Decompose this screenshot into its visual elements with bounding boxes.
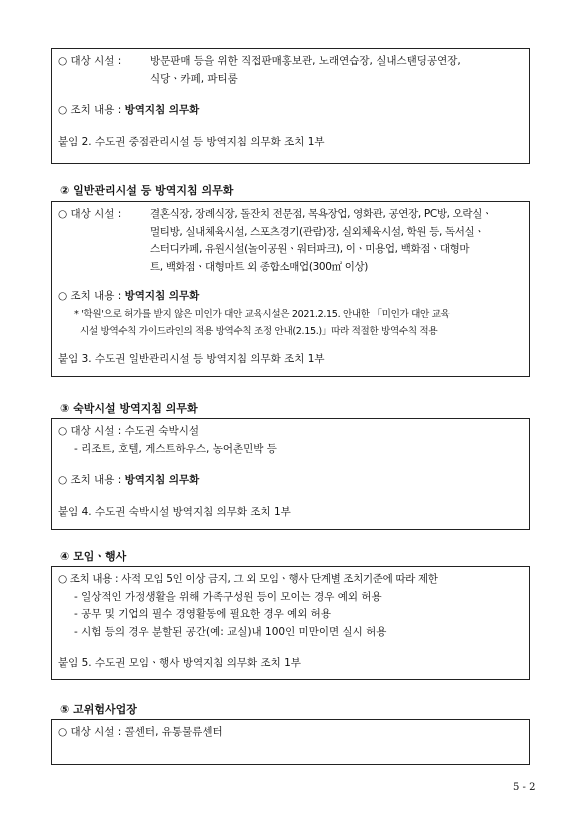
list-item: - 공무 및 기업의 필수 경영활동에 필요한 경우 예외 허용	[74, 608, 331, 620]
attachment-note: 붙임 5. 수도권 모임ㆍ행사 방역지침 의무화 조치 1부	[58, 657, 301, 669]
footnote-line: 시설 방역수칙 가이드라인의 적용 방역수칙 조정 안내(2.15.)」따라 적절한 방역수칙 적용	[80, 326, 438, 337]
facility-line: 스터디카페, 유원시설(놀이공원ㆍ워터파크), 이ㆍ미용업, 백화점ㆍ대형마	[150, 243, 470, 255]
facility-value: 콜센터, 유통물류센터	[124, 726, 223, 738]
measure-label: ○ 조치 내용 :	[58, 104, 122, 116]
box-1	[51, 48, 530, 164]
section-4-heading: ④ 모임ㆍ행사	[60, 550, 127, 563]
box-5	[51, 719, 530, 765]
facility-row	[58, 724, 523, 742]
measure-row	[58, 288, 523, 306]
measure-label: ○ 조치 내용 :	[58, 474, 122, 486]
section-5-heading: ⑤ 고위험사업장	[60, 703, 137, 716]
facility-line: 결혼식장, 장례식장, 돌잔치 전문점, 목욕장업, 영화관, 공연장, PC방, 오락실ㆍ	[150, 208, 492, 220]
measure-value: 방역지침 의무화	[124, 104, 200, 116]
measure-row	[58, 102, 523, 120]
facility-label: ○ 대상 시설 :	[58, 726, 122, 738]
measure-value: 방역지침 의무화	[124, 474, 200, 486]
page-number: 5 - 2	[513, 782, 536, 793]
section-2-heading: ② 일반관리시설 등 방역지침 의무화	[60, 184, 234, 197]
facility-label: ○ 대상 시설 :	[58, 208, 122, 220]
measure-label: ○ 조치 내용 :	[58, 573, 119, 585]
measure-row	[58, 571, 523, 589]
box-2	[51, 201, 530, 377]
footnote-line: * '학원'으로 허가를 받지 않은 미인가 대안 교육시설은 2021.2.15. 안내한 「미인가 대안 교육	[74, 308, 450, 320]
box-3	[51, 418, 530, 530]
measure-label: ○ 조치 내용 :	[58, 290, 122, 302]
facility-value: 수도권 숙박시설	[124, 425, 199, 437]
attachment-note: 붙임 2. 수도권 중점관리시설 등 방역지침 의무화 조치 1부	[58, 135, 325, 148]
facility-row	[58, 423, 523, 441]
facility-label: ○ 대상 시설 :	[58, 425, 122, 437]
attachment-note: 붙임 3. 수도권 일반관리시설 등 방역지침 의무화 조치 1부	[58, 352, 325, 365]
facility-line: 식당ㆍ카페, 파티룸	[150, 72, 238, 85]
measure-value: 사적 모임 5인 이상 금지, 그 외 모임ㆍ행사 단계별 조치기준에 따라 제한	[121, 573, 438, 585]
box-4	[51, 566, 530, 680]
list-item: - 일상적인 가정생활을 위해 가족구성원 등이 모이는 경우 예외 허용	[74, 590, 382, 603]
measure-row	[58, 472, 523, 490]
facility-line: 방문판매 등을 위한 직접판매홍보관, 노래연습장, 실내스탠딩공연장,	[150, 55, 461, 67]
facility-line: 멀티방, 실내체육시설, 스포츠경기(관람)장, 실외체육시설, 학원 등, 독서실ㆍ	[150, 225, 485, 238]
facility-line: 트, 백화점ㆍ대형마트 외 종합소매업(300㎡ 이상)	[150, 260, 369, 273]
facility-row	[58, 206, 523, 276]
facility-sub: - 리조트, 호텔, 게스트하우스, 농어촌민박 등	[74, 442, 277, 455]
attachment-note: 붙임 4. 수도권 숙박시설 방역지침 의무화 조치 1부	[58, 505, 291, 518]
measure-value: 방역지침 의무화	[124, 290, 200, 302]
list-item: - 시험 등의 경우 분할된 공간(예: 교실)내 100인 미만이면 실시 허용	[74, 625, 387, 638]
facility-label: ○ 대상 시설 :	[58, 55, 122, 67]
section-3-heading: ③ 숙박시설 방역지침 의무화	[60, 402, 198, 415]
facility-row	[58, 53, 523, 88]
